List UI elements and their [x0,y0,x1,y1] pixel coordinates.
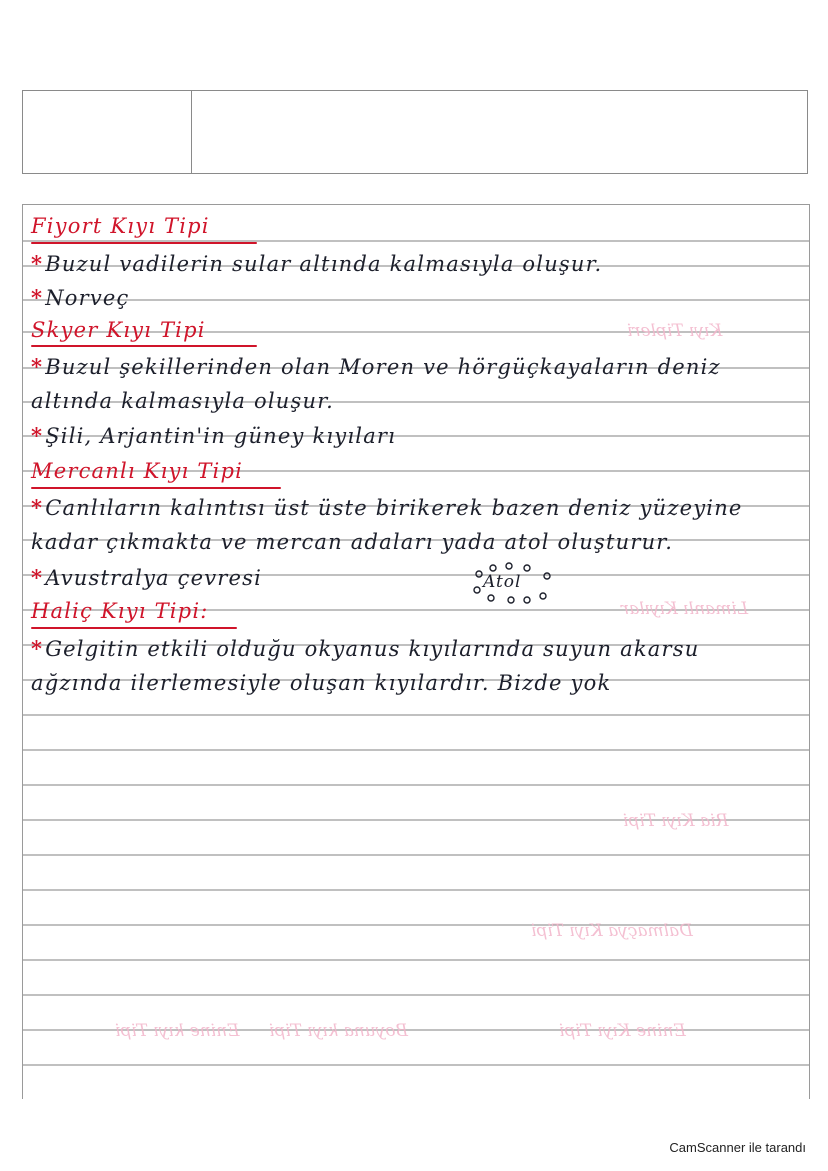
notebook-page [22,204,810,1099]
bleed-text: Ria Kıyı Tipi [623,811,729,831]
bleed-text: Enine kıyı Tipi [115,1021,240,1041]
bleed-text: Limanlı Kıyılar [621,599,749,619]
bullet-star-icon: * [31,423,44,448]
bleed-text: Dalmaçya Kıyı Tipi [531,921,693,941]
section-heading: Skyer Kıyı Tipi [31,318,206,342]
header-box [22,90,808,174]
atoll-sketch [469,562,555,606]
heading-underline [31,487,281,489]
bullet-star-icon: * [31,251,44,276]
note-line: *Norveç [31,285,130,310]
scanner-footer: CamScanner ile tarandı [669,1140,806,1155]
note-line: *Gelgitin etkili olduğu okyanus kıyılarında suyun akarsu [31,636,700,661]
bullet-star-icon: * [31,636,44,661]
note-line: *Avustralya çevresi [31,565,263,590]
heading-underline [31,627,237,629]
note-line: *Buzul şekillerinden olan Moren ve hörgüçkayaların deniz [31,354,721,379]
note-line: *Buzul vadilerin sular altında kalmasıyla oluşur. [31,251,603,276]
bullet-star-icon: * [31,285,44,310]
bullet-star-icon: * [31,565,44,590]
note-line: *Canlıların kalıntısı üst üste birikerek bazen deniz yüzeyine [31,495,743,520]
section-heading: Fiyort Kıyı Tipi [31,214,210,238]
note-line: altında kalmasıyla oluşur. [31,389,335,413]
note-line: *Şili, Arjantin'in güney kıyıları [31,423,397,448]
note-line: ağzında ilerlemesiyle oluşan kıyılardır. Bizde yok [31,671,612,695]
heading-underline [31,345,257,347]
bleed-text: Enine Kıyı Tipi [559,1021,686,1041]
section-heading: Mercanlı Kıyı Tipi [31,459,244,483]
note-line: kadar çıkmakta ve mercan adaları yada atol oluşturur. [31,530,674,554]
heading-underline [31,242,257,244]
bullet-star-icon: * [31,495,44,520]
bullet-star-icon: * [31,354,44,379]
bleed-text: Kıyı Tipleri [627,321,723,341]
atoll-label: Atol [483,572,522,592]
section-heading: Haliç Kıyı Tipi: [31,599,209,623]
header-left-cell [23,91,192,173]
bleed-text: Boyuna kıyı Tipi [269,1021,409,1041]
